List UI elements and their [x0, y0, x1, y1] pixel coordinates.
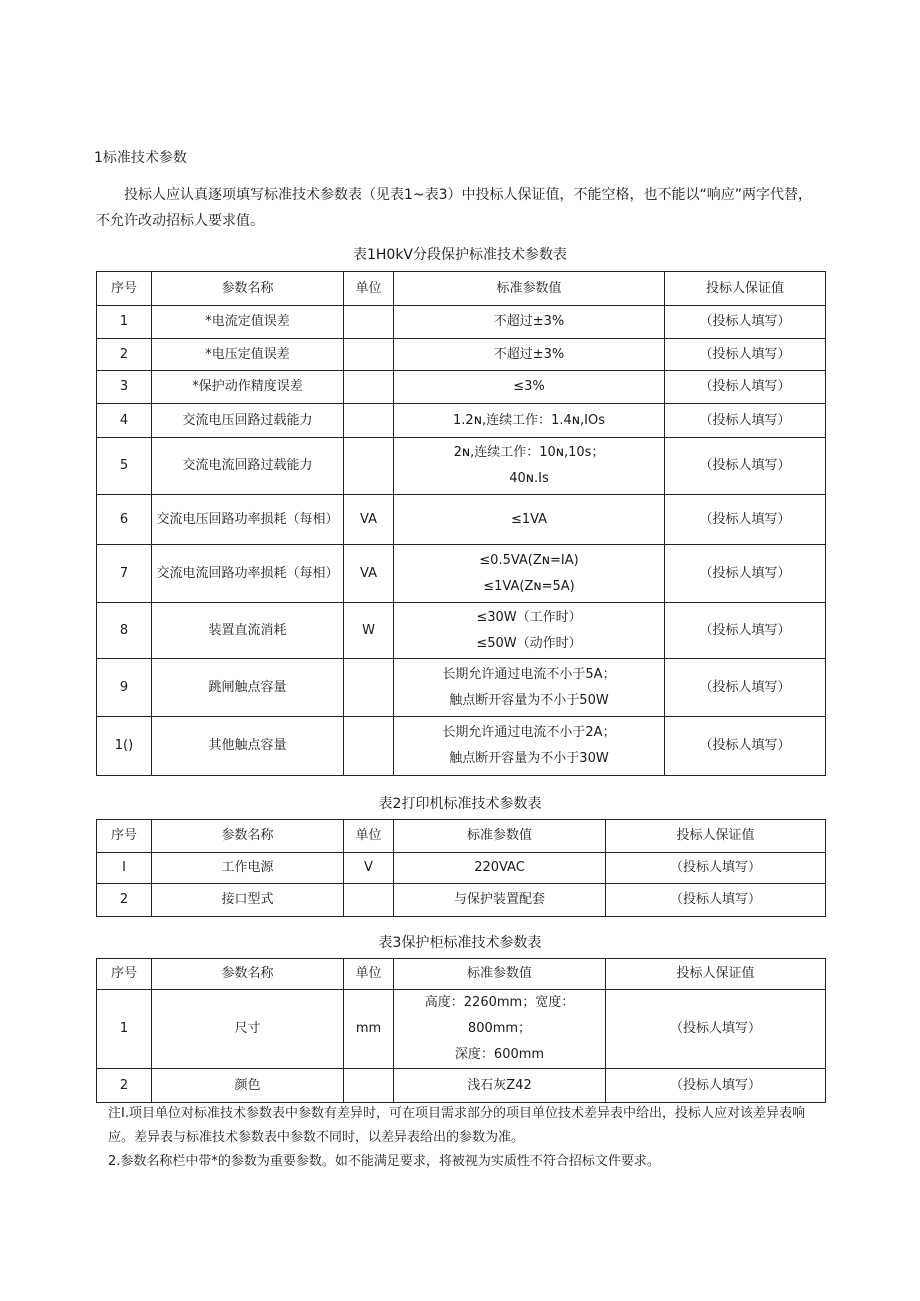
standard-value-line: ≤3%: [513, 379, 545, 394]
table-row: [97, 371, 826, 404]
section-heading: 1标准技术参数: [94, 150, 187, 166]
standard-value-line: ≤1VA: [510, 511, 548, 527]
unit: [344, 659, 394, 717]
standard-value-line: ≤30W（工作时）: [476, 609, 582, 625]
standard-value: [394, 717, 665, 776]
standard-value: [394, 659, 665, 717]
row-number: I: [97, 853, 152, 884]
standard-value-line: 不超过±3%: [493, 346, 565, 362]
table-row: [97, 659, 826, 717]
standard-value-line: 高度：2260mm；宽度：800mm；: [424, 995, 575, 1036]
guarantee-value: （投标人填写）: [665, 603, 826, 659]
header-cell: 投标人保证值: [606, 959, 826, 990]
table-row: [97, 853, 826, 884]
guarantee-value: （投标人填写）: [665, 495, 826, 545]
header-cell: 标准参数值: [394, 272, 665, 306]
standard-value-line: 1.2ɴ,连续工作：1.4ɴ,IOs: [453, 412, 605, 428]
unit: [344, 339, 394, 371]
header-cell: 标准参数值: [394, 820, 606, 853]
standard-value-line: 220VAC: [474, 860, 525, 875]
standard-value: [394, 438, 665, 495]
unit: VA: [344, 495, 394, 545]
standard-value-line: 2ɴ,连续工作：10ɴ,10s；: [453, 445, 605, 460]
table3: [96, 958, 826, 1103]
guarantee-value: （投标人填写）: [665, 306, 826, 339]
header-cell: 单位: [344, 272, 394, 306]
param-name: 交流电压回路功率损耗（每相）: [152, 495, 344, 545]
table-row: [97, 495, 826, 545]
param-name: 接口型式: [152, 884, 344, 917]
param-name: 交流电流回路过载能力: [152, 438, 344, 495]
intro-paragraph: 投标人应认真逐项填写标准技术参数表（见表1~表3）中投标人保证值，不能空格，也不能以“响应”两字代替，不允许改动招标人要求值。: [96, 187, 813, 229]
table2-caption: 表2打印机标准技术参数表: [378, 796, 542, 812]
table-row: [97, 990, 826, 1069]
row-number: 1: [97, 306, 152, 339]
standard-value-line: 长期允许通过电流不小于2A；: [442, 725, 616, 740]
guarantee-value: （投标人填写）: [665, 545, 826, 603]
guarantee-value: （投标人填写）: [606, 990, 826, 1069]
param-name: *电压定值误差: [152, 339, 344, 371]
guarantee-value: （投标人填写）: [606, 853, 826, 884]
row-number: 2: [97, 884, 152, 917]
standard-value-line: 40ɴ.Is: [509, 471, 549, 486]
guarantee-value: （投标人填写）: [665, 659, 826, 717]
table3-caption: 表3保护柜标准技术参数表: [378, 935, 542, 951]
standard-value-line: ≤0.5VA(Zɴ=IA): [479, 552, 579, 568]
row-number: 3: [97, 371, 152, 404]
unit: mm: [344, 990, 394, 1069]
standard-value-line: 触点断开容量为不小于30W: [449, 751, 609, 766]
table-row: [97, 717, 826, 776]
standard-value-line: 浅石灰Z42: [467, 1077, 532, 1093]
unit: [344, 404, 394, 438]
param-name: 交流电压回路过载能力: [152, 404, 344, 438]
table-row: [97, 438, 826, 495]
header-cell: 投标人保证值: [665, 272, 826, 306]
unit: [344, 884, 394, 917]
row-number: 2: [97, 1069, 152, 1103]
row-number: 5: [97, 438, 152, 495]
table-row: [97, 545, 826, 603]
table-row: [97, 306, 826, 339]
standard-value: [394, 990, 606, 1069]
table-row: [97, 884, 826, 917]
table-header-row: [97, 272, 826, 306]
unit: [344, 438, 394, 495]
param-name: *电流定值误差: [152, 306, 344, 339]
header-cell: 单位: [344, 820, 394, 853]
param-name: 尺寸: [152, 990, 344, 1069]
standard-value-line: ≤50W（动作时）: [476, 635, 582, 651]
param-name: 交流电流回路功率损耗（每相）: [152, 545, 344, 603]
standard-value: [394, 404, 665, 438]
param-name: 跳闸触点容量: [152, 659, 344, 717]
header-cell: 序号: [97, 820, 152, 853]
guarantee-value: （投标人填写）: [606, 884, 826, 917]
param-name: 其他触点容量: [152, 717, 344, 776]
note-2: 2.参数名称栏中带*的参数为重要参数。如不能满足要求，将被视为实质性不符合招标文件要求。: [108, 1154, 660, 1169]
unit: [344, 306, 394, 339]
param-name: 装置直流消耗: [152, 603, 344, 659]
unit: V: [344, 853, 394, 884]
standard-value: [394, 884, 606, 917]
header-cell: 参数名称: [152, 820, 344, 853]
table-row: [97, 603, 826, 659]
header-cell: 序号: [97, 959, 152, 990]
table1-caption: 表1H0kV分段保护标准技术参数表: [352, 247, 568, 263]
table-row: [97, 339, 826, 371]
standard-value-line: 长期允许通过电流不小于5A；: [442, 666, 616, 682]
notes: [108, 1102, 824, 1174]
table-header-row: [97, 820, 826, 853]
header-cell: 投标人保证值: [606, 820, 826, 853]
standard-value: [394, 1069, 606, 1103]
standard-value: [394, 306, 665, 339]
param-name: *保护动作精度误差: [152, 371, 344, 404]
table1: [96, 271, 826, 776]
header-cell: 标准参数值: [394, 959, 606, 990]
guarantee-value: （投标人填写）: [665, 438, 826, 495]
table-header-row: [97, 959, 826, 990]
header-cell: 参数名称: [152, 272, 344, 306]
standard-value: [394, 853, 606, 884]
standard-value-line: ≤1VA(Zɴ=5A): [483, 578, 575, 594]
guarantee-value: （投标人填写）: [665, 339, 826, 371]
param-name: 工作电源: [152, 853, 344, 884]
row-number: 7: [97, 545, 152, 603]
table2: [96, 819, 826, 917]
standard-value: [394, 339, 665, 371]
unit: W: [344, 603, 394, 659]
standard-value-line: 与保护装置配套: [453, 892, 545, 907]
standard-value-line: 不超过±3%: [493, 314, 565, 329]
header-cell: 单位: [344, 959, 394, 990]
table-row: [97, 1069, 826, 1103]
unit: [344, 371, 394, 404]
guarantee-value: （投标人填写）: [665, 371, 826, 404]
unit: [344, 717, 394, 776]
row-number: 1: [97, 990, 152, 1069]
standard-value: [394, 495, 665, 545]
unit: VA: [344, 545, 394, 603]
standard-value-line: 触点断开容量为不小于50W: [449, 692, 609, 708]
standard-value-line: 深度：600mm: [454, 1047, 545, 1062]
header-cell: 参数名称: [152, 959, 344, 990]
standard-value: [394, 545, 665, 603]
guarantee-value: （投标人填写）: [665, 717, 826, 776]
row-number: 6: [97, 495, 152, 545]
guarantee-value: （投标人填写）: [606, 1069, 826, 1103]
row-number: 1(): [97, 717, 152, 776]
row-number: 4: [97, 404, 152, 438]
row-number: 9: [97, 659, 152, 717]
standard-value: [394, 603, 665, 659]
guarantee-value: （投标人填写）: [665, 404, 826, 438]
header-cell: 序号: [97, 272, 152, 306]
row-number: 2: [97, 339, 152, 371]
row-number: 8: [97, 603, 152, 659]
unit: [344, 1069, 394, 1103]
standard-value: [394, 371, 665, 404]
note-1: 注I.项目单位对标准技术参数表中参数有差异时，可在项目需求部分的项目单位技术差异表中给出，投标人应对该差异表响应。差异表与标准技术参数表中参数不同时，以差异表给出的参数为准。: [108, 1106, 805, 1145]
param-name: 颜色: [152, 1069, 344, 1103]
table-row: [97, 404, 826, 438]
